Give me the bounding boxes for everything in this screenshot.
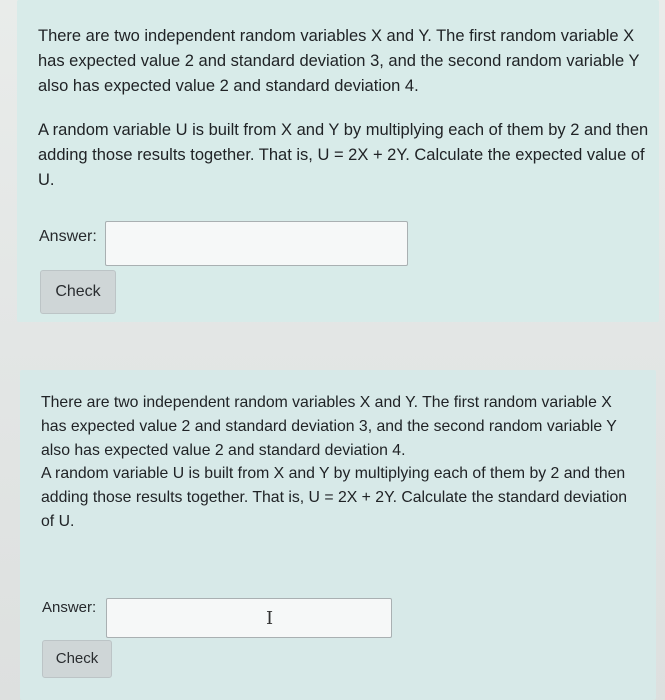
question-1-answer-label: Answer: — [39, 228, 97, 245]
question-2-answer-label: Answer: — [42, 599, 97, 616]
question-card-1 — [17, 0, 659, 322]
question-2-answer-input[interactable] — [106, 598, 392, 638]
question-card-2 — [20, 370, 656, 700]
question-2-check-button[interactable]: Check — [42, 640, 112, 678]
question-1-paragraph-2: A random variable U is built from X and Y by multiplying each of them by 2 and then adding those results together. That is, U = 2X + 2Y. Calculate the expected value of U. — [38, 121, 649, 189]
question-1-check-button[interactable]: Check — [40, 270, 116, 314]
question-2-paragraph-1: There are two independent random variables X and Y. The first random variable X has expected value 2 and standard deviation 3, and the second random variable Y also has expected value 2 and standard deviation 4. — [41, 394, 617, 459]
question-1-answer-input[interactable] — [105, 221, 408, 266]
text-cursor-icon: I — [266, 608, 274, 629]
question-2-paragraph-2: A random variable U is built from X and Y by multiplying each of them by 2 and then adding those results together. That is, U = 2X + 2Y. Calculate the standard deviation of U. — [41, 465, 628, 530]
question-1-paragraph-1: There are two independent random variables X and Y. The first random variable X has expected value 2 and standard deviation 3, and the second random variable Y also has expected value 2 and standard deviation 4. — [38, 27, 640, 95]
